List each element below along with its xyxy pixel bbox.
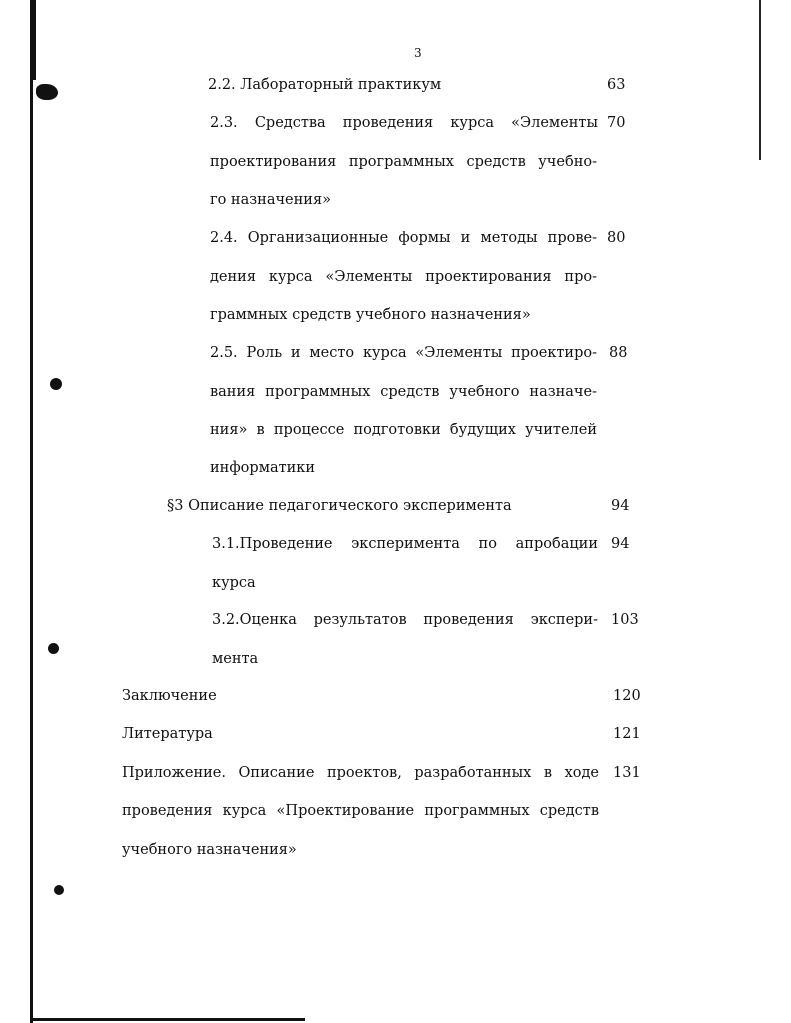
toc-section-3-page: 94: [611, 498, 630, 514]
toc-literature: Литература: [122, 726, 213, 742]
scan-blot: [54, 885, 64, 895]
toc-conclusion-page: 120: [613, 688, 641, 704]
scan-edge-bottom: [30, 1018, 305, 1021]
toc-entry-2-5-line-4: информатики: [210, 460, 316, 476]
toc-entry-3-1-line-2: курса: [212, 575, 256, 591]
toc-entry-2-4-page: 80: [607, 230, 626, 246]
toc-entry-2-4-line-1: 2.4. Организационные формы и методы прове-: [210, 231, 597, 246]
page-number: 3: [414, 46, 422, 60]
toc-entry-3-1-page: 94: [611, 536, 630, 552]
toc-entry-2-5-page: 88: [609, 345, 628, 361]
toc-entry-2-2-page: 63: [607, 77, 626, 93]
toc-appendix-page: 131: [613, 765, 641, 781]
scan-blot: [48, 643, 59, 654]
toc-entry-3-1-line-1: 3.1.Проведение эксперимента по апробации: [212, 537, 598, 552]
scan-edge-left-thick: [33, 0, 36, 80]
toc-entry-2-3-line-2: проектирования программных средств учебно-: [210, 155, 597, 170]
toc-entry-2-3-line-3: го назначения»: [210, 192, 331, 208]
toc-entry-2-4-line-3: граммных средств учебного назначения»: [210, 307, 531, 323]
scan-edge-right: [759, 0, 761, 160]
toc-entry-3-2-page: 103: [611, 612, 639, 628]
toc-entry-2-4-line-2: дения курса «Элементы проектирования про-: [210, 270, 597, 285]
toc-appendix-line-3: учебного назначения»: [122, 842, 297, 858]
toc-entry-2-5-line-2: вания программных средств учебного назначе-: [210, 385, 597, 400]
toc-section-3-line-1: §3 Описание педагогического эксперимента: [167, 498, 512, 514]
scan-blot: [36, 84, 58, 100]
toc-appendix-line-1: Приложение. Описание проектов, разработанных в ходе: [122, 766, 599, 781]
toc-entry-2-5-line-1: 2.5. Роль и место курса «Элементы проектиро-: [210, 346, 597, 361]
toc-entry-2-5-line-3: ния» в процессе подготовки будущих учителей: [210, 423, 597, 438]
scan-edge-left: [30, 0, 33, 1023]
toc-literature-page: 121: [613, 726, 641, 742]
toc-entry-2-3-line-1: 2.3. Средства проведения курса «Элементы: [210, 116, 598, 131]
toc-entry-2-2-line-1: 2.2. Лабораторный практикум: [208, 77, 442, 93]
toc-entry-3-2-line-2: мента: [212, 651, 259, 667]
toc-appendix-line-2: проведения курса «Проектирование программных средств: [122, 804, 599, 819]
toc-entry-3-2-line-1: 3.2.Оценка результатов проведения экспери-: [212, 613, 598, 628]
toc-conclusion: Заключение: [122, 688, 217, 704]
toc-entry-2-3-page: 70: [607, 115, 626, 131]
scan-blot: [50, 378, 62, 390]
